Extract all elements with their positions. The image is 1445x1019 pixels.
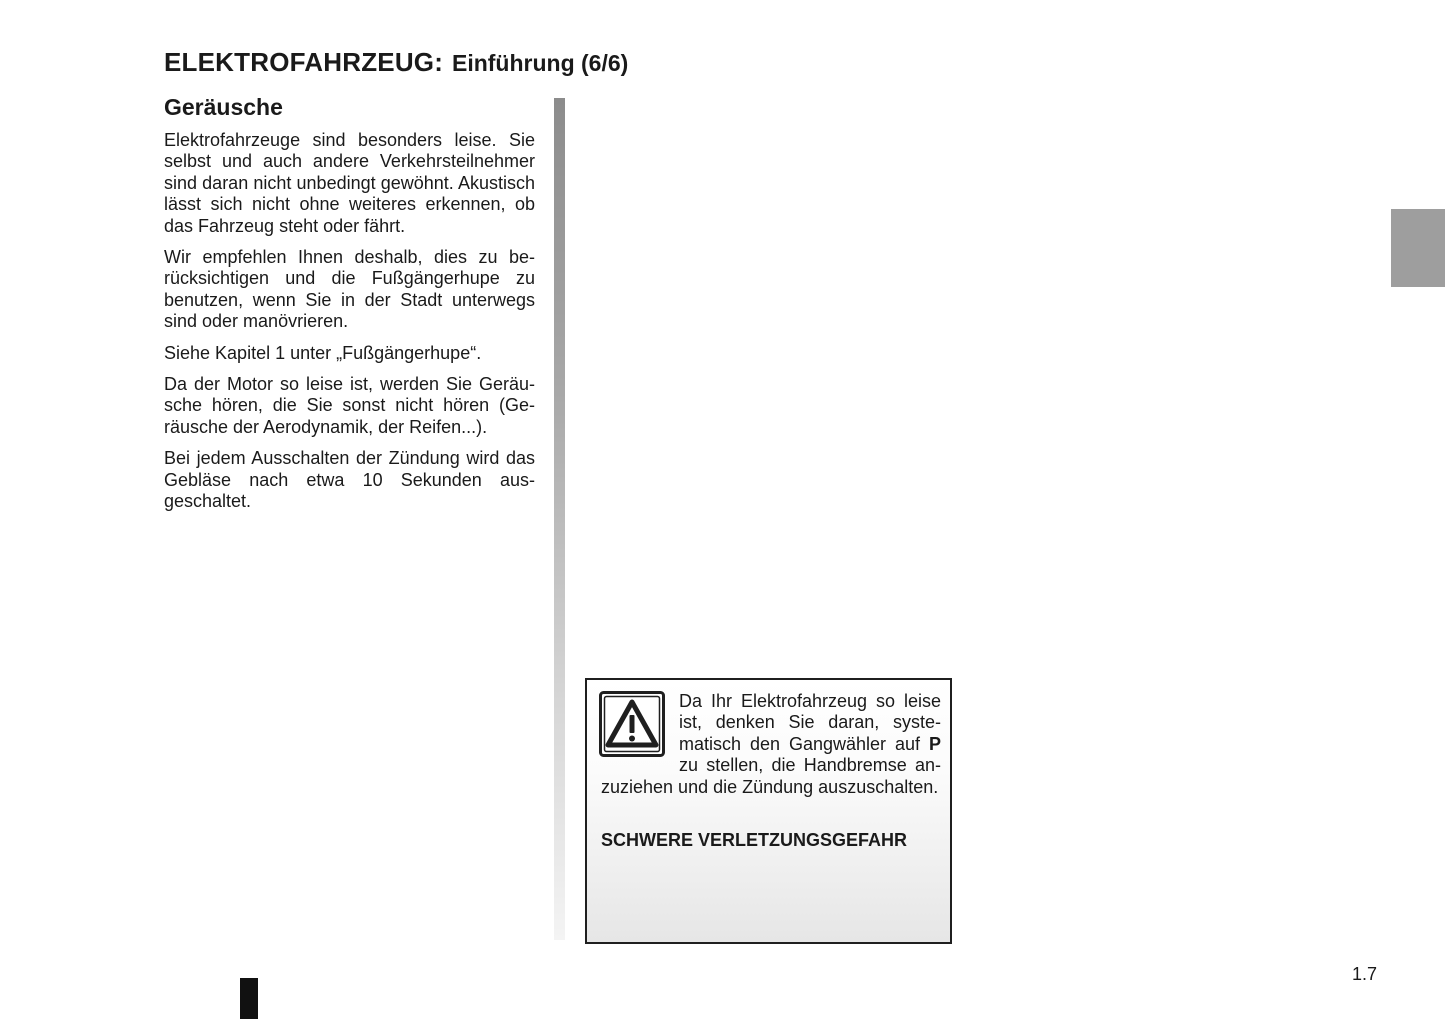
warning-text-part: Da Ihr Elektrofahrzeug so leise ist, denken Sie daran, systematisch den Gangwähler auf bbox=[679, 691, 941, 754]
chapter-tab bbox=[1391, 209, 1445, 287]
paragraph: Wir empfehlen Ihnen deshalb, dies zu berücksichtigen und die Fußgängerhupe zu benutzen, wenn Sie in der Stadt unterwegs sind oder manövrieren. bbox=[164, 247, 535, 332]
section-title: Geräusche bbox=[164, 94, 283, 120]
column-divider bbox=[554, 98, 565, 940]
page-title-main: ELEKTROFAHRZEUG: bbox=[164, 47, 444, 77]
paragraph: Da der Motor so leise ist, werden Sie Geräusche hören, die Sie sonst nicht hören (Geräusche der Aerodynamik, der Reifen...). bbox=[164, 374, 535, 437]
paragraph: Siehe Kapitel 1 unter „Fußgängerhupe“. bbox=[164, 342, 482, 363]
warning-box bbox=[585, 678, 952, 944]
text-column bbox=[164, 130, 535, 523]
paragraph: Elektrofahrzeuge sind besonders leise. Sie selbst und auch andere Verkehrsteilnehmer sind daran nicht unbedingt gewöhnt. Akustisch lässt sich nicht ohne weiteres erkennen, ob das Fahrzeug steht oder fährt. bbox=[164, 130, 535, 236]
page-title bbox=[164, 44, 628, 76]
page-marker bbox=[240, 978, 258, 1019]
warning-title: SCHWERE VERLETZUNGSGEFAHR bbox=[601, 830, 908, 850]
page-title-sub: Einführung (6/6) bbox=[451, 50, 629, 76]
gear-position-p: P bbox=[928, 733, 941, 754]
warning-text bbox=[601, 691, 941, 798]
warning-text-part: zu stellen, die Handbremse anzuziehen und die Zündung auszuschalten. bbox=[601, 755, 941, 797]
page-number: 1.7 bbox=[1352, 964, 1378, 984]
paragraph: Bei jedem Ausschalten der Zündung wird das Gebläse nach etwa 10 Sekunden ausgeschaltet. bbox=[164, 448, 535, 512]
